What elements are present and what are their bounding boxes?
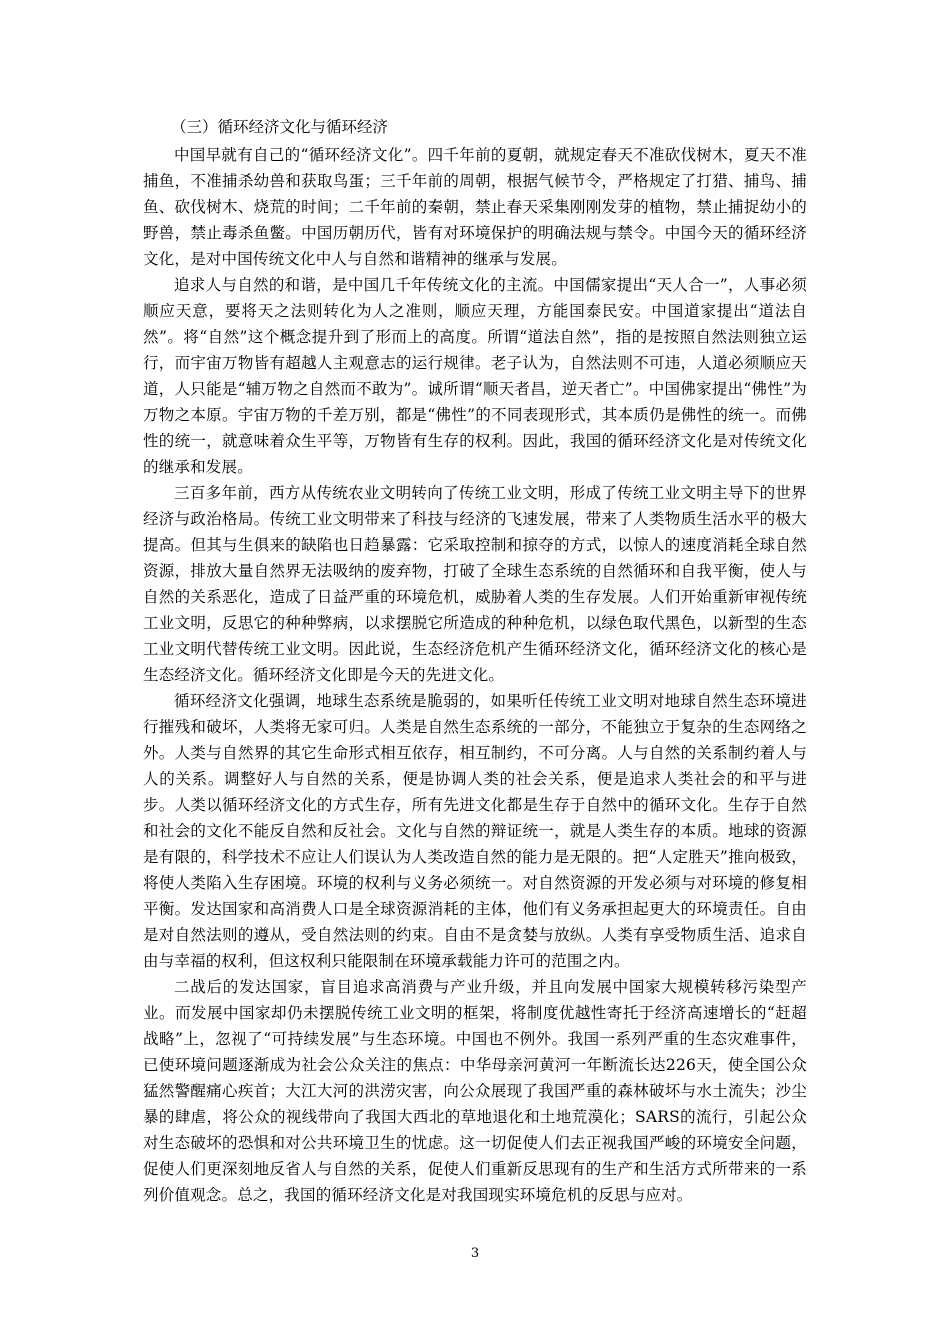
- paragraph-4: 循环经济文化强调，地球生态系统是脆弱的，如果听任传统工业文明对地球自然生态环境进行摧残和破坏，人类将无家可归。人类是自然生态系统的一部分，不能独立于复杂的生态网络之外。人类与自然界的其它生命形式相互依存，相互制约，不可分离。人与自然的关系制约着人与人的关系。调整好人与自然的关系，便是协调人类的社会关系，便是追求人类社会的和平与进步。人类以循环经济文化的方式生存，所有先进文化都是生存于自然中的循环文化。生存于自然和社会的文化不能反自然和反社会。文化与自然的辩证统一，就是人类生存的本质。地球的资源是有限的，科学技术不应让人们误认为人类改造自然的能力是无限的。把“人定胜天”推向极致，将使人类陷入生存困境。环境的权利与义务必须统一。对自然资源的开发必须与对环境的修复相平衡。发达国家和高消费人口是全球资源消耗的主体，他们有义务承担起更大的环境责任。自由是对自然法则的遵从，受自然法则的约束。自由不是贪婪与放纵。人类有享受物质生活、追求自由与幸福的权利，但这权利只能限制在环境承载能力许可的范围之内。: [143, 692, 807, 970]
- paragraph-2: 追求人与自然的和谐，是中国几千年传统文化的主流。中国儒家提出“天人合一”，人事必须顺应天意，要将天之法则转化为人之准则，顺应天理，方能国泰民安。中国道家提出“道法自然”。将“自然”这个概念提升到了形而上的高度。所谓“道法自然”，指的是按照自然法则独立运行，而宇宙万物皆有超越人主观意志的运行规律。老子认为，自然法则不可违，人道必须顺应天道，人只能是“辅万物之自然而不敢为”。诚所谓“顺天者昌，逆天者亡”。中国佛家提出“佛性”为万物之本原。宇宙万物的千差万别，都是“佛性”的不同表现形式，其本质仍是佛性的统一。而佛性的统一，就意味着众生平等，万物皆有生存的权利。因此，我国的循环经济文化是对传统文化的继承和发展。: [143, 276, 807, 476]
- document-body: [143, 114, 807, 1208]
- page-number: 3: [470, 1246, 480, 1261]
- section-heading: （三）循环经济文化与循环经济: [171, 118, 389, 136]
- paragraph-5: 二战后的发达国家，盲目追求高消费与产业升级，并且向发展中国家大规模转移污染型产业。而发展中国家却仍未摆脱传统工业文明的框架，将制度优越性寄托于经济高速增长的“赶超战略”上，忽视了“可持续发展”与生态环境。中国也不例外。我国一系列严重的生态灾难事件，已使环境问题逐渐成为社会公众关注的焦点：中华母亲河黄河一年断流长达226天，使全国公众猛然警醒痛心疾首；大江大河的洪涝灾害，向公众展现了我国严重的森林破坏与水土流失；沙尘暴的肆虐，将公众的视线带向了我国大西北的草地退化和土地荒漠化；SARS的流行，引起公众对生态破坏的恐惧和对公共环境卫生的忧虑。这一切促使人们去正视我国严峻的环境安全问题，促使人们更深刻地反省人与自然的关系，促使人们重新反思现有的生产和生活方式所带来的一系列价值观念。总之，我国的循环经济文化是对我国现实环境危机的反思与应对。: [143, 978, 807, 1204]
- paragraph-1: 中国早就有自己的“循环经济文化”。四千年前的夏朝，就规定春天不准砍伐树木，夏天不准捕鱼，不准捕杀幼兽和获取鸟蛋；三千年前的周朝，根据气候节令，严格规定了打猎、捕鸟、捕鱼、砍伐树木、烧荒的时间；二千年前的秦朝，禁止春天采集刚刚发芽的植物，禁止捕捉幼小的野兽，禁止毒杀鱼鳖。中国历朝历代，皆有对环境保护的明确法规与禁令。中国今天的循环经济文化，是对中国传统文化中人与自然和谐精神的继承与发展。: [143, 146, 807, 268]
- paragraph-3: 三百多年前，西方从传统农业文明转向了传统工业文明，形成了传统工业文明主导下的世界经济与政治格局。传统工业文明带来了科技与经济的飞速发展，带来了人类物质生活水平的极大提高。但其与生俱来的缺陷也日趋暴露：它采取控制和掠夺的方式，以惊人的速度消耗全球自然资源，排放大量自然界无法吸纳的废弃物，打破了全球生态系统的自然循环和自我平衡，使人与自然的关系恶化，造成了日益严重的环境危机，威胁着人类的生存发展。人们开始重新审视传统工业文明，反思它的种种弊病，以求摆脱它所造成的种种危机，以绿色取代黑色，以新型的生态工业文明代替传统工业文明。因此说，生态经济危机产生循环经济文化，循环经济文化的核心是生态经济文化。循环经济文化即是今天的先进文化。: [143, 484, 807, 684]
